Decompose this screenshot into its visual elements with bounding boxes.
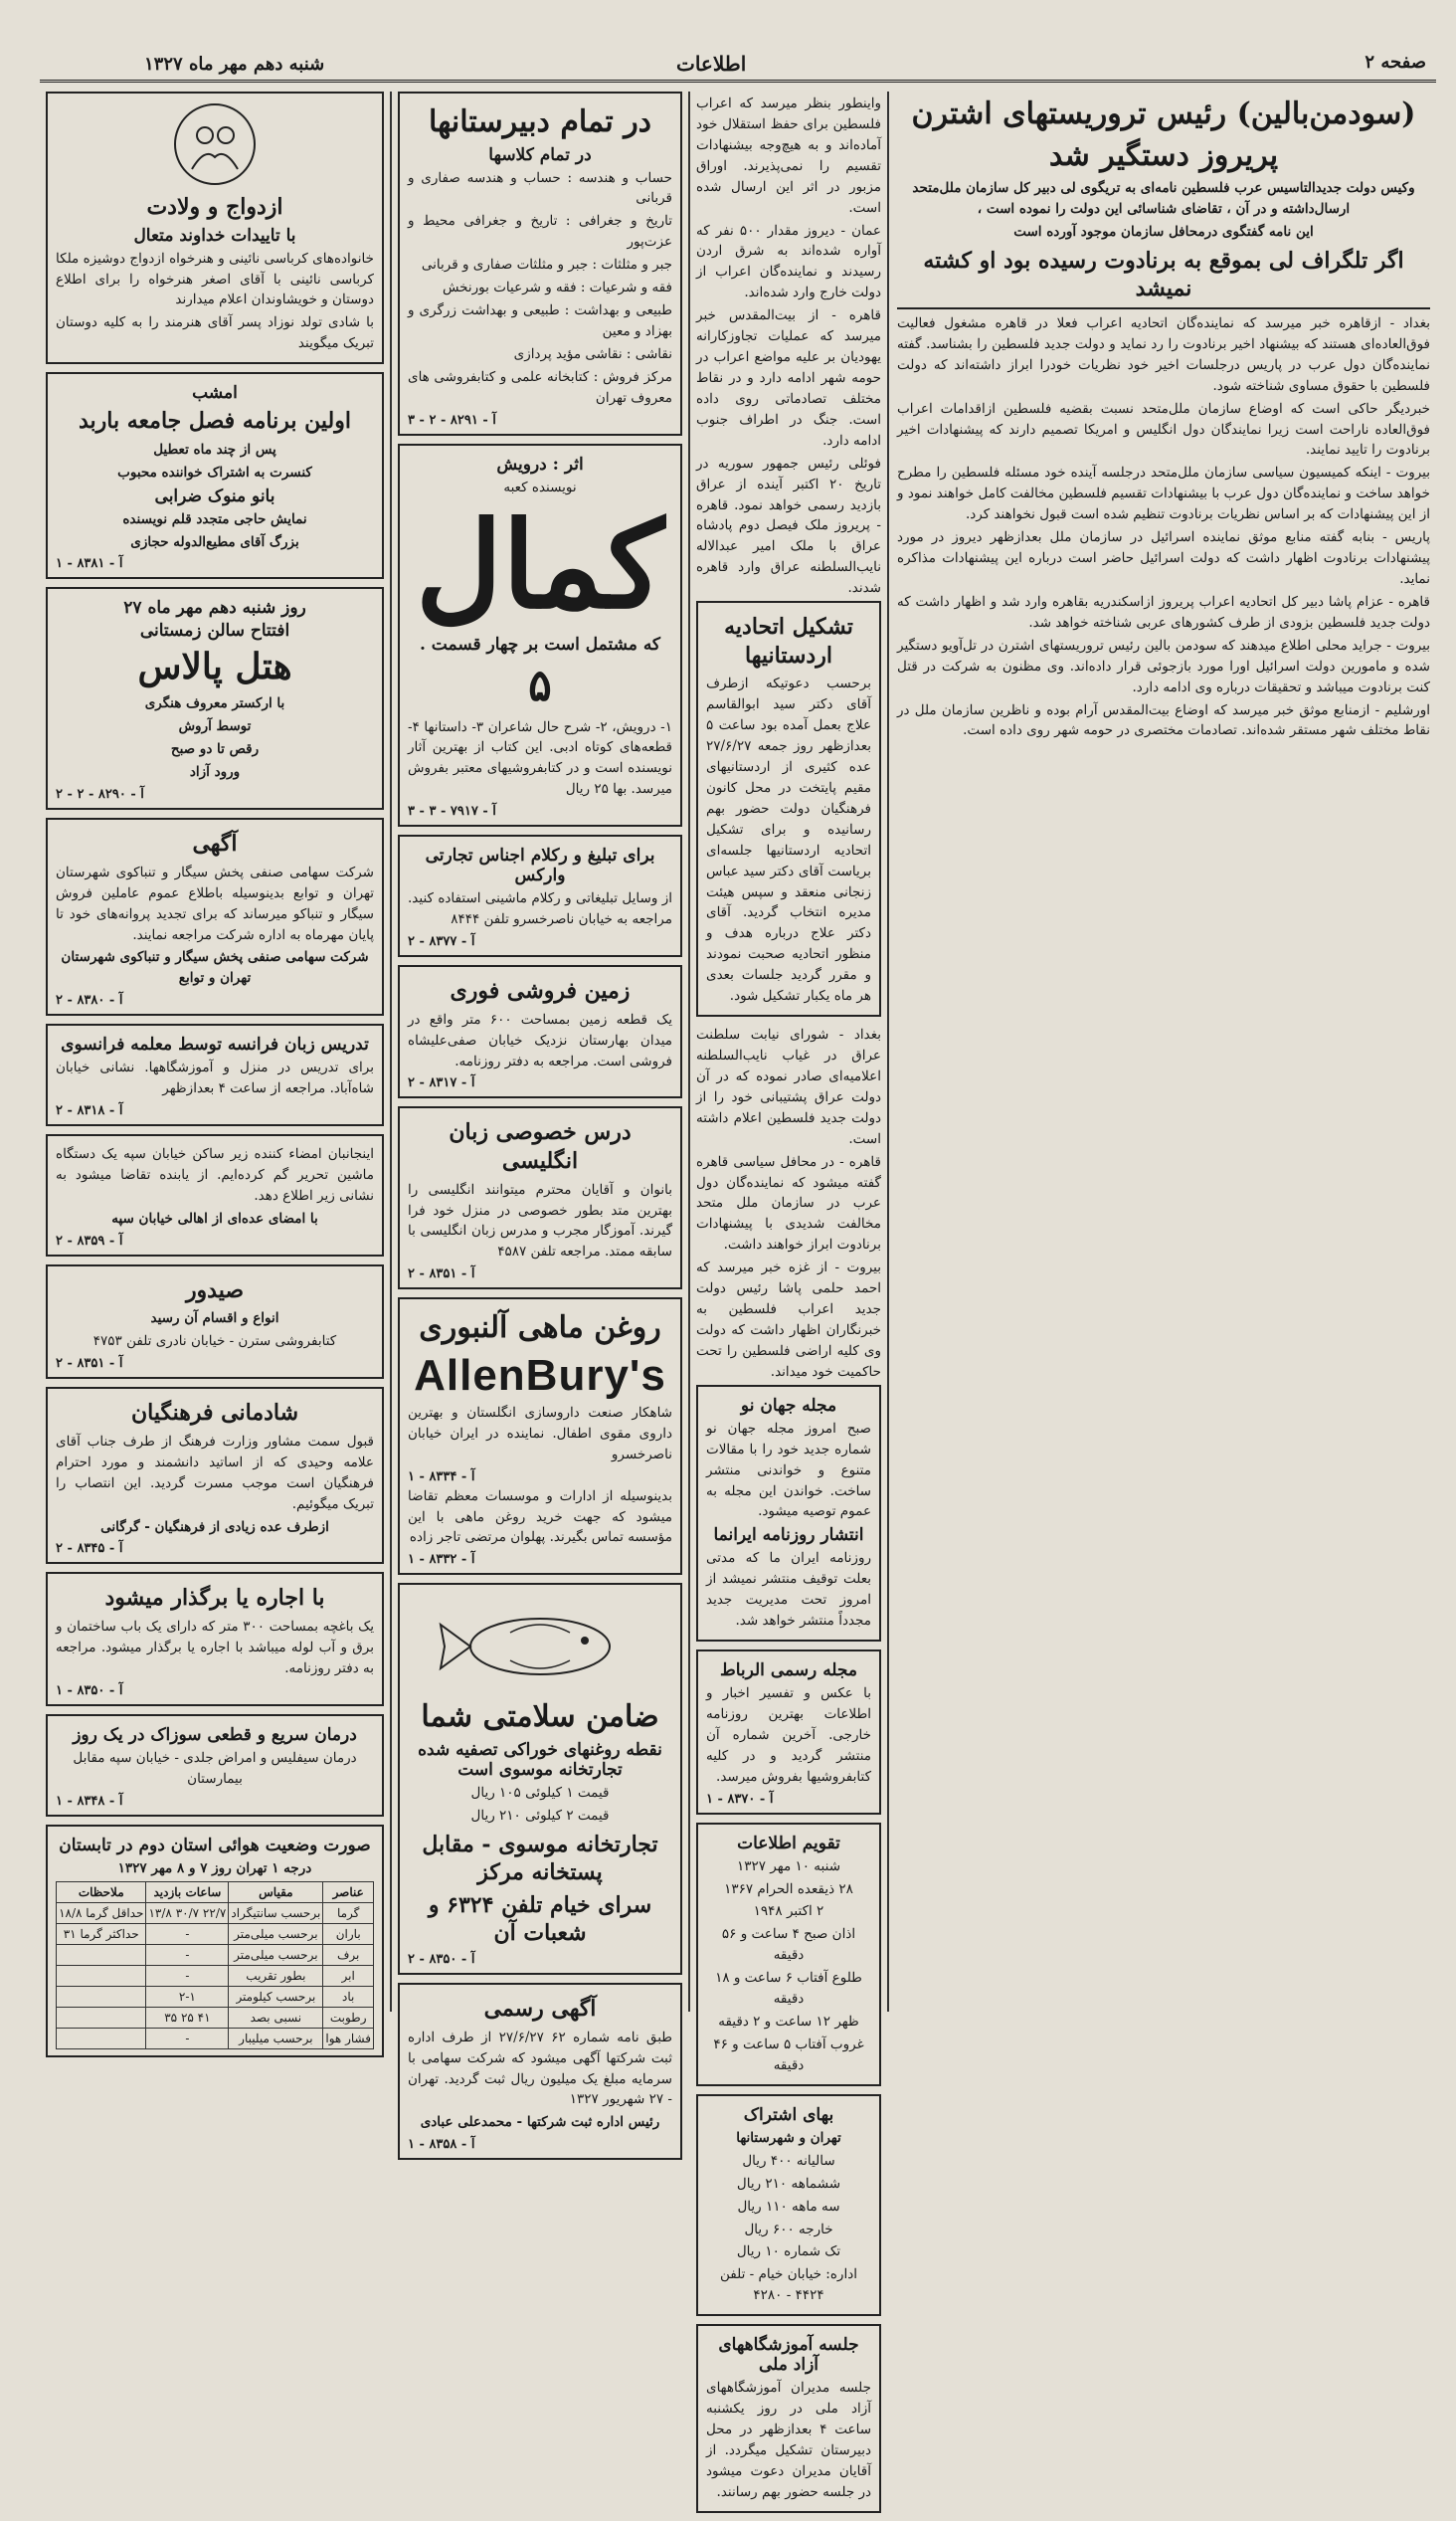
- concert-head: امشب: [192, 383, 238, 404]
- concert-line: پس از چند ماه تعطیل: [153, 441, 276, 458]
- masthead: [40, 40, 1436, 83]
- calendar-line: غروب آفتاب ۵ ساعت و ۴۶ دقیقه: [713, 2036, 864, 2073]
- textbooks-ad-subtitle: در تمام کلاسها: [488, 144, 592, 165]
- official-notice-title: آگهی رسمی: [483, 1996, 597, 2023]
- ads-column: [398, 92, 682, 2168]
- book-ad: [398, 444, 682, 828]
- book-title-calligraphy: کمال: [415, 494, 665, 636]
- subscription-line: تک شماره ۱۰ ریال: [736, 2243, 841, 2260]
- hotel-ad: [46, 587, 384, 810]
- calendar-title: تقویم اطلاعات: [737, 1833, 840, 1853]
- page-number: صفحه ۲: [1365, 52, 1426, 73]
- calendar-box: [696, 1823, 881, 2086]
- weather-cell: -: [146, 1944, 229, 1965]
- land-sale-title: زمین فروشی فوری: [450, 978, 631, 1005]
- cooking-oil-ad: [398, 1583, 682, 1975]
- paper-name: اطلاعات: [676, 52, 747, 76]
- weather-cell: نسبی بصد: [229, 2007, 323, 2028]
- ad-reference: آ - ۸۳۴۵ - ۲: [56, 1541, 123, 1557]
- subscription-title: بهای اشتراک: [743, 2104, 834, 2125]
- fish-oil-note: بدینوسیله از ادارات و موسسات معظم تقاضا میشود که جهت خرید روغن ماهی با این مؤسسه تماس بگیرند. پهلوان مرتضی تاجر زاده: [408, 1487, 672, 1546]
- weather-cell: [57, 1986, 146, 2007]
- ad-reference: آ - ۸۲۹۰ - ۲ - ۲: [56, 787, 144, 803]
- union-notice-title: تشکیل اتحادیه اردستانیها: [724, 614, 853, 669]
- journal-body: صبح امروز مجله جهان نو شماره جدید خود را با مقالات متنوع و خواندنی منتشر ساخت. خواندن این مجله به عموم توصیه میشود.: [706, 1420, 871, 1520]
- culture-notice: [46, 1387, 384, 1564]
- english-lesson-title: درس خصوصی زبان انگلیسی: [449, 1119, 632, 1175]
- seed-ad: [46, 1264, 384, 1379]
- ad-reference: آ - ۸۳۵۱ - ۲: [408, 1266, 475, 1282]
- gazette-box: [696, 1649, 881, 1815]
- school-title: جلسه آموزشگاههای آزاد ملی: [718, 2335, 859, 2376]
- lead-paragraph: پاریس - بنابه گفته منابع موثق نماینده اسرائیل در سازمان ملل بعدازظهر دیروز در مورد پیشنهادات برنادوت اظهار داشت که دولت اسرائیل حاضر است درباره این پیشنهادات مذاکره نماید.: [897, 529, 1430, 588]
- lead-deck: وکیس دولت جدیدالتاسیس عرب فلسطین نامه‌ای به تریگوی لی دبیر کل سازمان ملل‌متحد ارسال‌داشته و در آن ، تقاضای شناسائی این دولت را نموده است ،: [912, 180, 1415, 217]
- book-parts-number: ۵: [528, 660, 552, 711]
- weather-cell: ابر: [323, 1965, 374, 1986]
- school-body: جلسه مدیران آموزشگاههای آزاد ملی در روز یکشنبه ساعت ۴ بعدازظهر در محل دبیرستان تشکیل میگردد. از آقایان مدیران دعوت میشود در جلسه حضور بهم رسانند.: [706, 2380, 871, 2500]
- rent-ad: [46, 1572, 384, 1705]
- weather-cell: برحسب کیلومتر: [229, 1986, 323, 2007]
- gazette-body: با عکس و تفسیر اخبار و اطلاعات بهترین روزنامه خارجی. آخرین شماره آن منتشر گردید و در کلیه کتابفروشیها بفروش میرسد.: [706, 1685, 871, 1785]
- gazette-title: مجله رسمی الرباط: [719, 1660, 858, 1681]
- weather-cell: حداقل گرما ۱۸/۸: [57, 1902, 146, 1923]
- subscription-line: سالیانه ۴۰۰ ریال: [742, 2152, 835, 2169]
- seed-title: صیدور: [185, 1276, 245, 1303]
- land-sale-body: یک قطعه زمین بمساحت ۶۰۰ متر واقع در میدان بهارستان نزدیک خیابان صفی‌علیشاه فروشی است. مراجعه به دفتر روزنامه.: [408, 1011, 672, 1069]
- cooking-oil-address: تجارتخانه موسوی - مقابل پستخانه مرکز: [422, 1831, 658, 1886]
- cooking-oil-price: قیمت ۲ کیلوئی ۲۱۰ ریال: [470, 1807, 610, 1824]
- concert-ad: [46, 372, 384, 579]
- lead-deck-2: این نامه گفتگوی درمحافل سازمان موجود آورده است: [1013, 223, 1314, 240]
- french-lesson-ad: [46, 1024, 384, 1126]
- ad-reference: آ - ۸۳۵۸ - ۱: [408, 2137, 475, 2153]
- textbooks-ad-title: در تمام دبیرستانها: [428, 104, 652, 139]
- subscription-box: [696, 2094, 881, 2316]
- weather-cell: بطور تقریب: [229, 1965, 323, 1986]
- medical-ad: [46, 1714, 384, 1817]
- wedding-birth-card: [46, 92, 384, 364]
- ad-reference: آ - ۸۳۳۲ - ۱: [408, 1552, 475, 1568]
- news-paragraph: واینطور بنظر میرسد که اعراب فلسطین برای حفظ استقلال خود آماده‌اند و به هیچ‌وجه بیشنهادات تقسیم را نمی‌پذیرند. اوراق مزبور در اثر این ارسال شده است.: [696, 96, 881, 216]
- official-notice-sign: رئیس اداره ثبت شرکتها - محمدعلی عبادی: [420, 2114, 660, 2131]
- lost-item-notice: [46, 1134, 384, 1257]
- union-notice-body: برحسب دعوتیکه ازطرف آقای دکتر سید ابوالقاسم علاج بعمل آمده بود ساعت ۵ بعدازظهر روز جمعه ۲۷/۶/۲۷ عده کثیری از اردستانیهای مقیم پایتخت در محل کانون فرهنگیان دولت حضور بهم رسانیده و برای تشکیل اتحادیه اردستانیها جلسه‌ای بریاست آقای دکتر سید عباس زنجانی منعقد و سپس هیئت مدیره انتخاب گردید. آقای دکتر علاج درباره هدف و منظور اتحادیه صحبت نمودند و مقرر گردید جلسات بعدی هر ماه یکبار تشکیل شود.: [706, 676, 871, 1005]
- weather-row: [57, 2028, 374, 2048]
- lead-paragraph: اورشلیم - ازمنابع موثق خبر میرسد که اوضاع بیت‌المقدس آرام بوده و ناظرین سازمان ملل در نقاط مختلف شهر مستقر شده‌اند. تصادمات مختصری در حومه شهر روی داده است.: [897, 701, 1430, 739]
- advertising-ad-body: از وسایل تبلیغاتی و رکلام ماشینی استفاده کنید. مراجعه به خیابان ناصرخسرو تلفن ۸۴۴۴: [408, 890, 672, 928]
- weather-cell: باد: [323, 1986, 374, 2007]
- tobacco-notice-sign: شرکت سهامی صنفی پخش سیگار و تنباکوی شهرستان تهران و توابع: [61, 949, 369, 987]
- news-column: [696, 92, 881, 2521]
- weather-cell: -: [146, 1965, 229, 1986]
- rent-body: یک باغچه بمساحت ۳۰۰ متر که دارای یک باب ساختمان و برق و آب لوله میباشد با اجاره یا برگذار میشود. مراجعه به دفتر روزنامه.: [56, 1619, 375, 1676]
- weather-header: ساعات بازدید: [146, 1881, 229, 1902]
- lost-item-body: اینجانبان امضاء کننده زیر ساکن خیابان سپه یک دستگاه ماشین تحریر گم کرده‌ایم. از یابنده تقاضا میشود به نشانی زیر اطلاع دهد.: [56, 1146, 374, 1204]
- lost-item-sign: با امضای عده‌ای از اهالی خیابان سپه: [111, 1210, 318, 1227]
- weather-row: [57, 2007, 374, 2028]
- french-lesson-title: تدریس زبان فرانسه توسط معلمه فرانسوی: [61, 1035, 369, 1056]
- tobacco-notice: [46, 818, 384, 1016]
- medical-title: درمان سریع و قطعی سوزاک در یک روز: [73, 1724, 357, 1745]
- culture-sign: ازطرف عده زیادی از فرهنگیان - گرگانی: [100, 1518, 329, 1535]
- concert-line: نمایش حاجی متجدد قلم نویسنده: [122, 510, 307, 527]
- weather-cell: ۲-۱: [146, 1986, 229, 2007]
- fish-oil-title: روغن ماهی آلنبوری: [419, 1310, 661, 1346]
- ad-reference: آ - ۸۳۷۷ - ۲: [408, 934, 475, 950]
- issue-date: شنبه دهم مهر ماه ۱۳۲۷: [144, 54, 325, 75]
- subscription-subtitle: تهران و شهرستانها: [736, 2129, 841, 2146]
- english-lesson-ad: [398, 1106, 682, 1289]
- cooking-oil-address-2: سرای خیام تلفن ۶۳۲۴ و شعبات آن: [428, 1891, 652, 1947]
- hotel-intro: افتتاح سالن زمستانی: [139, 621, 290, 642]
- ad-reference: آ - ۸۳۵۱ - ۲: [56, 1356, 123, 1372]
- ad-reference: آ - ۸۳۸۱ - ۱: [56, 556, 123, 572]
- culture-body: قبول سمت مشاور وزارت فرهنگ از طرف جناب آقای علامه وحیدی که از اساتید دانشمند و مورد احترام فرهنگیان است موجب مسرت گردید. این انتصاب را تبریک میگوئیم.: [56, 1433, 374, 1512]
- ad-reference: آ - ۸۳۱۸ - ۲: [56, 1103, 123, 1119]
- weather-cell: -: [146, 1923, 229, 1944]
- ad-reference: آ - ۸۳۴۸ - ۱: [56, 1793, 123, 1809]
- weather-row: [57, 1944, 374, 1965]
- news-paragraph: قاهره - از بیت‌المقدس خبر میرسد که عملیات تجاوزکارانه یهودیان بر علیه مواضع اعراب در حومه شهر ادامه دارد و در نقاط مختلف تصادماتی روی داده است. جنگ در اطراف جنوب ادامه دارد.: [696, 307, 881, 449]
- textbooks-ad-line: جبر و مثلثات : جبر و مثلثات صفاری و قربانی: [421, 257, 672, 274]
- textbooks-ad-line: مرکز فروش : کتابخانه علمی و کتابفروشی های معروف تهران: [408, 368, 672, 406]
- calendar-line: طلوع آفتاب ۶ ساعت و ۱۸ دقیقه: [715, 1970, 862, 2008]
- official-notice-body: طبق نامه شماره ۶۲ ۲۷/۶/۲۷ از طرف اداره ثبت شرکتها آگهی میشود که شرکت سهامی با سرمایه مبلغ یک میلیون ریال ثبت گردید. تهران - ۲۷ شهریور ۱۳۲۷: [408, 2029, 673, 2108]
- news-paragraph: قاهره - در محافل سیاسی قاهره گفته میشود که نماینده‌گان دول عرب در سازمان ملل متحد مخالفت شدیدی با پیشنهادات برنادوت ابراز خواهند داشت.: [696, 1153, 881, 1254]
- textbooks-ad-line: نقاشی : نقاشی مؤید پردازی: [513, 345, 672, 362]
- textbooks-ad-line: تاریخ و جغرافی : تاریخ و جغرافی محیط و عزت‌پور: [408, 213, 672, 251]
- subscription-line: خارجه ۶۰۰ ریال: [744, 2221, 833, 2237]
- book-description: ۱- درویش، ۲- شرح حال شاعران ۳- داستانها ۴- قطعه‌های کوتاه ادبی. این کتاب از بهترین آثار نویسنده است و در کتابفروشیهای معتبر بفروش میرسد. بها ۲۵ ریال: [408, 718, 672, 798]
- news-paragraph: عمان - دیروز مقدار ۵۰۰ نفر که آواره شده‌اند به شرق اردن رسیدند و نماینده‌گان اعراب از دولت خارج وارد شده‌اند.: [696, 222, 881, 301]
- weather-cell: حداکثر گرما ۳۱: [57, 1923, 146, 1944]
- cooking-oil-price: قیمت ۱ کیلوئی ۱۰۵ ریال: [470, 1784, 610, 1801]
- weather-cell: برحسب سانتیگراد: [229, 1902, 323, 1923]
- newspaper-page: [40, 40, 1436, 2500]
- book-parts-intro: که مشتمل است بر چهار قسمت .: [419, 634, 661, 655]
- weather-title: صورت وضعیت هوائی استان دوم در تابستان: [59, 1835, 371, 1855]
- ad-reference: آ - ۸۳۱۷ - ۲: [408, 1075, 475, 1091]
- ad-reference: آ - ۸۳۸۰ - ۲: [56, 993, 123, 1009]
- medical-body: درمان سیفلیس و امراض جلدی - خیابان سپه مقابل بیمارستان: [73, 1749, 357, 1787]
- hotel-line: ورود آزاد: [189, 764, 241, 781]
- fish-oil-body: شاهکار صنعت داروسازی انگلستان و بهترین داروی مقوی اطفال. نماینده در ایران خیابان ناصرخسرو: [408, 1404, 672, 1462]
- weather-cell: [57, 2007, 146, 2028]
- hotel-line: با ارکستر معروف هنگری: [144, 695, 285, 712]
- journal-box: [696, 1385, 881, 1642]
- lead-headline-2: پریروز دستگیر شد: [1048, 137, 1279, 173]
- concert-line: بزرگ آقای مطیع‌الدوله حجازی: [130, 533, 299, 550]
- weather-row: [57, 1902, 374, 1923]
- card-intro: با تاییدات خداوند متعال: [133, 225, 296, 246]
- hotel-line: رقص تا دو صبح: [170, 741, 260, 758]
- calendar-line: اذان صبح ۴ ساعت و ۵۶ دقیقه: [721, 1926, 856, 1964]
- classifieds-column: [46, 92, 384, 2065]
- school-box: [696, 2324, 881, 2513]
- textbooks-ad-line: فقه و شرعیات : فقه و شرعیات بورنخش: [442, 280, 672, 296]
- rent-title: با اجاره یا برگذار میشود: [104, 1585, 325, 1612]
- ad-reference: آ - ۸۳۵۰ - ۱: [56, 1682, 123, 1698]
- weather-cell: ۴۱ ۲۵ ۳۵: [146, 2007, 229, 2028]
- weather-cell: [57, 2028, 146, 2048]
- cooking-oil-subtitle: نقطه روغنهای خوراکی تصفیه شده تجارتخانه موسوی است: [418, 1739, 662, 1780]
- lead-paragraph: قاهره - عزام پاشا دبیر کل اتحادیه اعراب پریروز ازاسکندریه بقاهره وارد شد و اظهار داشت که دولت جدید فلسطین بزودی از طرف کشورهای عربی شناخته خواهد شد.: [897, 593, 1430, 631]
- lead-paragraph: بیروت - جراید محلی اطلاع میدهند که سودمن بالین رئیس تروریستهای اشترن در تل‌آویو دستگیر شده و مامورین دولت اسرائیل اورا مورد بازجوئی قرار داده‌اند. وی مظنون به شرکت در قتل کنت برنادوت میباشد و تحقیقات درباره وی ادامه دارد.: [897, 637, 1430, 695]
- subscription-line: ششماهه ۲۱۰ ریال: [736, 2175, 841, 2192]
- column-rule: [688, 92, 690, 2012]
- advertising-ad: [398, 835, 682, 957]
- cooking-oil-title: ضامن سلامتی شما: [421, 1699, 659, 1735]
- newspaper-ad-body: روزنامه ایران ما که مدتی بعلت توقیف منتشر نمیشد از امروز تحت مدیریت جدید مجدداً منتشر خواهد شد.: [706, 1550, 871, 1630]
- ad-reference: آ - ۸۲۹۱ - ۲ - ۳: [408, 412, 496, 428]
- card-body: خانواده‌های کرباسی نائینی و هنرخواه ازدواج دوشیزه ملکا کرباسی نائینی با آقای اصغر هنرخواه را برای اطلاع دوستان و خویشاوندان اعلام میدارند: [56, 250, 374, 308]
- fish-oil-ad: [398, 1297, 682, 1575]
- weather-cell: فشار هوا: [323, 2028, 374, 2048]
- weather-cell: [57, 1944, 146, 1965]
- official-notice: [398, 1983, 682, 2160]
- news-paragraph: بغداد - شورای نیابت سلطنت عراق در غیاب نایب‌السلطنه اعلامیه‌ای صادر نموده که در آن دولت عراق پشتیبانی خود را از دولت جدید فلسطین اعلام داشته است.: [696, 1027, 881, 1147]
- lead-paragraph: بغداد - ازقاهره خبر میرسد که نماینده‌گان اتحادیه اعراب فعلا در قاهره مشغول فعالیت فوق‌العاده‌ای هستند که بیشنهاد اخیر برنادوت را رد نماید و دولت جدید فلسطین را بشناسد. گفته نماینده‌گان دول عرب در پاریس درجلسات اخیر خود نظریات خودرا ابراز داشته‌اند که دولت فلسطین با حقوق مساوی شناخته شود.: [897, 314, 1430, 394]
- calendar-line: ۲۸ ذیقعده الحرام ۱۳۶۷: [724, 1880, 853, 1897]
- ad-reference: آ - ۸۳۵۹ - ۲: [56, 1233, 123, 1249]
- french-lesson-body: برای تدریس در منزل و آموزشگاهها. نشانی خیابان شاه‌آباد. مراجعه از ساعت ۴ بعدازظهر: [56, 1060, 374, 1097]
- card-body-2: با شادی تولد نوزاد پسر آقای هنرمند را به کلیه دوستان تبریک میگویند: [56, 314, 374, 352]
- weather-header: عناصر: [323, 1881, 374, 1902]
- ad-reference: آ - ۷۹۱۷ - ۳ - ۳: [408, 804, 496, 820]
- english-lesson-body: بانوان و آقایان محترم میتوانند انگلیسی را بهترین متد بطور خصوصی در منزل خود فرا گیرند. آموزگار مجرب و مدرس زبان انگلیسی با سابقه ممتد. مراجعه تلفن ۴۵۸۷: [408, 1181, 672, 1260]
- hotel-line: توسط آروش: [178, 718, 252, 735]
- weather-cell: برف: [323, 1944, 374, 1965]
- textbooks-ad: [398, 92, 682, 436]
- weather-table: [56, 1881, 374, 2049]
- concert-title: اولین برنامه فصل جامعه باربد: [78, 408, 351, 435]
- weather-header: ملاحظات: [57, 1881, 146, 1902]
- journal-title: مجله جهان نو: [740, 1395, 837, 1416]
- textbooks-ad-line: حساب و هندسه : حساب و هندسه صفاری و قربانی: [408, 169, 672, 207]
- weather-cell: باران: [323, 1923, 374, 1944]
- weather-cell: برحسب میلیبار: [229, 2028, 323, 2048]
- card-title: ازدواج و ولادت: [146, 194, 283, 220]
- weather-report: [46, 1825, 384, 2057]
- subscription-line: سه ماهه ۱۱۰ ریال: [737, 2198, 840, 2215]
- weather-row: [57, 1986, 374, 2007]
- lead-paragraph: خبردیگر حاکی است که اوضاع سازمان ملل‌متحد نسبت بقضیه فلسطین ازاقدامات اعراب فوق‌العاده ناراحت است زیرا نمایندگان دول انگلیس و امریکا تصمیم دارند که پیشنهادات اخیر برنادوت را تایید نمایند.: [897, 400, 1430, 459]
- weather-cell: -: [146, 2028, 229, 2048]
- concert-line: کنسرت به اشتراک خواننده محبوب: [117, 464, 312, 481]
- weather-cell: گرما: [323, 1902, 374, 1923]
- book-author: اثر : درویش: [496, 454, 584, 475]
- ad-reference: آ - ۸۳۵۰ - ۲: [408, 1952, 475, 1968]
- union-notice-box: [696, 601, 881, 1017]
- column-rule: [390, 92, 392, 2012]
- weather-cell: برحسب میلی‌متر: [229, 1923, 323, 1944]
- lead-article-column: [897, 92, 1430, 743]
- subscription-address: اداره: خیابان خیام - تلفن ۴۴۲۴ - ۴۲۸۰: [720, 2266, 857, 2304]
- tobacco-notice-title: آگهی: [192, 831, 238, 858]
- news-paragraph: فوئلی رئیس جمهور سوریه در تاریخ ۲۰ اکتبر آینده از عراق بازدید رسمی خواهد نمود. قاهره - پریروز ملک فیصل دوم پادشاه عراق با ملک امیر عبدالاله نایب‌السلطنه عراق وارد قاهره شدند.: [696, 455, 881, 597]
- weather-cell: ۲۲/۷ ۳۰/۷ ۱۳/۸: [146, 1902, 229, 1923]
- calendar-line: ظهر ۱۲ ساعت و ۲ دقیقه: [718, 2014, 859, 2031]
- advertising-ad-title: برای تبلیغ و رکلام اجناس تجارتی وارکس: [425, 846, 655, 886]
- lead-paragraph: بیروت - اینکه کمیسیون سیاسی سازمان ملل‌متحد درجلسه آینده خود مسئله فلسطین را مطرح خواهد ساخت و نماینده‌گان دول عرب با بیشنهادات تقسیم فلسطین مخالفت کامل خواهند نمود و از این پیشنهادات که بر اساس نظریات برنادوت تنظیم شده است قبول نخواهند کرد.: [897, 465, 1430, 523]
- calendar-line: شنبه ۱۰ مهر ۱۳۲۷: [736, 1857, 841, 1874]
- ad-reference: آ - ۸۳۷۰ - ۱: [706, 1791, 774, 1807]
- weather-cell: برحسب میلی‌متر: [229, 1944, 323, 1965]
- weather-row: [57, 1923, 374, 1944]
- textbooks-ad-line: طبیعی و بهداشت : طبیعی و بهداشت زرگری و بهزاد و معین: [408, 302, 672, 339]
- culture-title: شادمانی فرهنگیان: [130, 1400, 299, 1427]
- tobacco-notice-body: شرکت سهامی صنفی پخش سیگار و تنباکوی شهرستان تهران و توابع بدینوسیله باطلاع عموم عاملین فروش سیگار و تنباکو میرساند که برای تجدید پروانه‌های خود تا پایان مهرماه به اداره شرکت مراجعه نمایند.: [56, 864, 374, 943]
- concert-line: بانو منوک ضرابی: [154, 485, 275, 506]
- fish-oil-bottle-icon: [431, 1597, 649, 1692]
- newspaper-ad-title: انتشار روزنامه ایرانما: [713, 1525, 864, 1546]
- land-sale-ad: [398, 965, 682, 1098]
- weather-header-row: [57, 1881, 374, 1902]
- wedding-couple-icon: [170, 99, 260, 189]
- seed-body: کتابفروشی سترن - خیابان نادری تلفن ۴۷۵۳: [92, 1333, 337, 1350]
- lead-headline: (سودمن‌بالین) رئیس تروریستهای اشترن: [911, 97, 1416, 131]
- column-rule: [887, 92, 889, 2012]
- weather-cell: [57, 1965, 146, 1986]
- hotel-name: هتل پالاس: [137, 646, 292, 688]
- weather-subtitle: درجه ۱ تهران روز ۷ و ۸ مهر ۱۳۲۷: [117, 1859, 312, 1876]
- seed-subtitle: انواع و اقسام آن رسید: [150, 1310, 279, 1327]
- weather-row: [57, 1965, 374, 1986]
- ad-reference: آ - ۸۳۳۴ - ۱: [408, 1468, 475, 1484]
- calendar-line: ۲ اکتبر ۱۹۴۸: [753, 1903, 824, 1920]
- hotel-date: روز شنبه دهم مهر ماه ۲۷: [123, 598, 306, 619]
- lead-subheadline: اگر تلگراف لی بموقع به برنادوت رسیده بود او کشته نمیشد: [897, 247, 1430, 309]
- weather-cell: رطوبت: [323, 2007, 374, 2028]
- book-author-sub: نویسنده کعبه: [503, 479, 577, 495]
- news-paragraph: بیروت - از غزه خبر میرسد که احمد حلمی پاشا رئیس دولت جدید اعراب فلسطین به خبرنگاران اظهار داشت که دولت وی کلیه اراضی فلسطین را تحت حاکمیت خود میداند.: [696, 1260, 881, 1380]
- weather-header: مقیاس: [229, 1881, 323, 1902]
- allenburys-brand: AllenBury's: [414, 1350, 666, 1400]
